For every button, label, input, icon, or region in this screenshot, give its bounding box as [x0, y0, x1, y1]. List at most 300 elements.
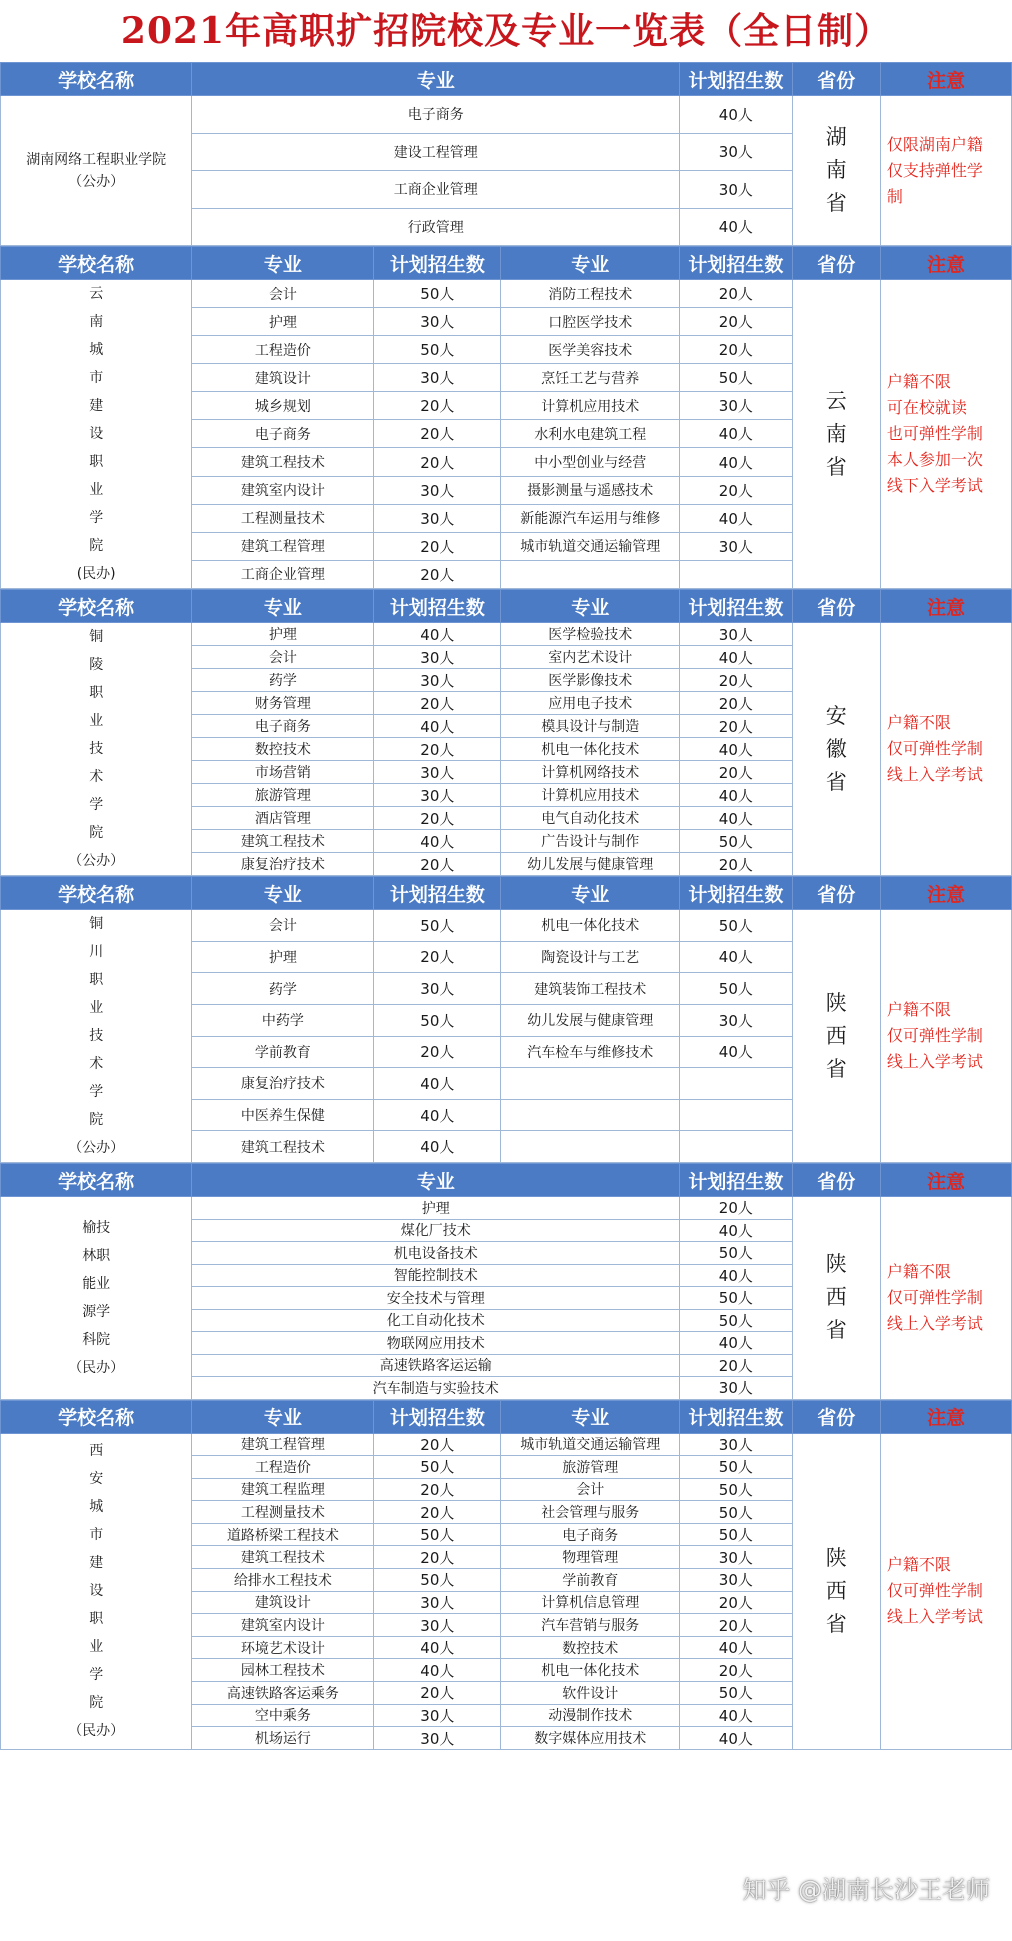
- school-name-line: 业: [89, 482, 104, 498]
- header-major-2: 专业: [501, 1400, 680, 1433]
- plan-count-cell: 20人: [680, 336, 792, 364]
- major-cell: 工程测量技术: [192, 504, 374, 532]
- school-name-line: 学: [89, 1667, 104, 1684]
- plan-count-cell: 30人: [374, 1591, 501, 1614]
- major-cell: 软件设计: [501, 1682, 680, 1705]
- major-cell: 财务管理: [192, 692, 374, 715]
- province-char: 湖: [825, 125, 847, 149]
- note-line: 仅可弹性学制: [886, 1287, 983, 1307]
- school-name-line: 术: [89, 769, 104, 785]
- school-name-line: 职: [89, 1611, 104, 1628]
- plan-count-cell: 40人: [374, 1068, 501, 1100]
- major-cell: 物联网应用技术: [192, 1332, 680, 1355]
- major-cell: 药学: [192, 973, 374, 1005]
- plan-count-cell: 20人: [680, 669, 792, 692]
- header-row: [1, 590, 1012, 623]
- school-name-line: 职: [89, 685, 104, 701]
- major-cell: 旅游管理: [501, 1456, 680, 1479]
- major-cell: 园林工程技术: [192, 1659, 374, 1682]
- major-cell: 数控技术: [192, 738, 374, 761]
- plan-count-cell: 20人: [374, 448, 501, 476]
- plan-count-cell: 40人: [680, 1636, 792, 1659]
- major-cell: 电子商务: [192, 420, 374, 448]
- watermark: 知乎 @湖南长沙王老师: [742, 1876, 990, 1904]
- major-cell: 幼儿发展与健康管理: [501, 1004, 680, 1036]
- note-cell: [880, 1197, 1011, 1400]
- major-cell: 建筑设计: [192, 364, 374, 392]
- school-name-line: 南: [89, 314, 104, 330]
- school-name-line: 设: [89, 1583, 104, 1600]
- table-row: [1, 1433, 1012, 1456]
- school-name-line: （公办）: [68, 173, 125, 190]
- major-cell: 高速铁路客运运输: [192, 1354, 680, 1377]
- note-cell: [880, 910, 1011, 1163]
- major-cell: 建筑装饰工程技术: [501, 973, 680, 1005]
- school-name-line: 技: [89, 741, 104, 757]
- major-cell: 动漫制作技术: [501, 1704, 680, 1727]
- province-char: 省: [825, 1318, 847, 1343]
- major-cell: 建筑设计: [192, 1591, 374, 1614]
- school-name-line: 院: [89, 538, 104, 554]
- table-row: [1, 280, 1012, 308]
- plan-count-cell: 20人: [680, 761, 792, 784]
- school-name-cell: [1, 280, 192, 589]
- school-name-line: 榆技: [82, 1219, 111, 1236]
- header-province: 省份: [792, 63, 880, 96]
- major-cell: 建筑工程管理: [192, 1433, 374, 1456]
- school-name-line: 市: [89, 1527, 104, 1544]
- major-cell: 煤化厂技术: [192, 1219, 680, 1242]
- header-plan: 计划招生数: [680, 63, 792, 96]
- plan-count-cell: 40人: [374, 715, 501, 738]
- plan-count-cell: 30人: [374, 669, 501, 692]
- province-char: 云: [825, 388, 847, 413]
- plan-count-cell: 20人: [374, 692, 501, 715]
- major-cell: 建筑室内设计: [192, 1614, 374, 1637]
- plan-count-cell: 20人: [374, 1682, 501, 1705]
- major-cell: 智能控制技术: [192, 1264, 680, 1287]
- major-cell: 机电一体化技术: [501, 738, 680, 761]
- province-cell: [792, 1197, 880, 1400]
- major-cell: 应用电子技术: [501, 692, 680, 715]
- plan-count-cell: 50人: [680, 1287, 792, 1310]
- school-name-line: 学: [89, 797, 104, 813]
- school-name-line: 城: [89, 342, 104, 358]
- school-name-line: 职: [89, 454, 104, 470]
- province-char: 西: [825, 1023, 847, 1048]
- plan-count-cell: 20人: [680, 1591, 792, 1614]
- major-cell: 护理: [192, 623, 374, 646]
- plan-count-cell: 30人: [374, 784, 501, 807]
- header-note: 注意: [880, 590, 1011, 623]
- province-cell: [792, 1433, 880, 1749]
- header-major-2: 专业: [501, 247, 680, 280]
- header-plan-2: 计划招生数: [680, 590, 792, 623]
- header-major: 专业: [192, 1400, 374, 1433]
- plan-count-cell: 20人: [680, 280, 792, 308]
- plan-count-cell: 20人: [680, 476, 792, 504]
- major-cell: 建筑工程技术: [192, 448, 374, 476]
- note-line: 户籍不限: [886, 372, 951, 391]
- header-plan: 计划招生数: [680, 1164, 792, 1197]
- major-cell: 市场营销: [192, 761, 374, 784]
- table-row: [1, 96, 1012, 134]
- province-char: 西: [825, 1578, 847, 1603]
- school-name-line: 业: [89, 1639, 104, 1656]
- school-name-line: 业: [89, 713, 104, 729]
- school-name-line: 学: [89, 1084, 104, 1100]
- school-name-line: 术: [89, 1056, 104, 1072]
- note-line: 线上入学考试: [886, 1313, 983, 1333]
- major-cell: 康复治疗技术: [192, 1068, 374, 1100]
- plan-count-cell: 20人: [680, 1354, 792, 1377]
- major-cell: 建筑室内设计: [192, 476, 374, 504]
- table-row: [1, 910, 1012, 942]
- plan-count-cell: 40人: [680, 208, 792, 246]
- major-cell: 机电设备技术: [192, 1242, 680, 1265]
- major-cell: 新能源汽车运用与维修: [501, 504, 680, 532]
- plan-count-cell: 50人: [374, 1004, 501, 1036]
- major-cell: 护理: [192, 941, 374, 973]
- header-major: 专业: [192, 247, 374, 280]
- province-char: 南: [825, 421, 847, 446]
- major-cell: 空中乘务: [192, 1704, 374, 1727]
- major-cell: 会计: [192, 910, 374, 942]
- school-name-line: 湖南网络工程职业学院: [26, 151, 167, 168]
- plan-count-cell: 40人: [680, 784, 792, 807]
- school-name-line: 川: [89, 944, 104, 960]
- major-cell: 幼儿发展与健康管理: [501, 853, 680, 876]
- school-name-line: 业: [89, 1000, 104, 1016]
- plan-count-cell: 50人: [680, 910, 792, 942]
- major-cell: 中医养生保健: [192, 1099, 374, 1131]
- plan-count-cell: 20人: [374, 560, 501, 588]
- province-char: 陕: [825, 1252, 847, 1277]
- school-name-cell: [1, 1433, 192, 1749]
- province-char: 徽: [825, 736, 847, 761]
- header-school: 学校名称: [1, 1164, 192, 1197]
- major-cell: 工程测量技术: [192, 1501, 374, 1524]
- province-char: 省: [825, 454, 847, 479]
- plan-count-cell: 20人: [374, 420, 501, 448]
- header-major: 专业: [192, 1164, 680, 1197]
- plan-count-cell: 50人: [680, 1682, 792, 1705]
- major-cell: 旅游管理: [192, 784, 374, 807]
- major-cell: 机场运行: [192, 1727, 374, 1750]
- note-line: 仅支持弹性学: [886, 160, 983, 180]
- page-title: 2021年高职扩招院校及专业一览表（全日制）: [120, 10, 892, 52]
- plan-count-cell: 50人: [680, 1478, 792, 1501]
- header-plan: 计划招生数: [374, 877, 501, 910]
- header-school: 学校名称: [1, 877, 192, 910]
- header-plan-2: 计划招生数: [680, 247, 792, 280]
- major-cell: 医学检验技术: [501, 623, 680, 646]
- school-name-line: 陵: [89, 657, 104, 673]
- plan-count-cell: 50人: [374, 1569, 501, 1592]
- major-cell: 计算机网络技术: [501, 761, 680, 784]
- note-line: 户籍不限: [886, 1000, 951, 1019]
- note-line: 仅可弹性学制: [886, 1581, 983, 1601]
- school-name-line: 西: [89, 1443, 104, 1460]
- school-name-cell: [1, 623, 192, 876]
- header-row: [1, 1164, 1012, 1197]
- plan-count-cell: 50人: [680, 973, 792, 1005]
- note-line: 户籍不限: [886, 1555, 951, 1575]
- plan-count-cell: 30人: [680, 171, 792, 209]
- major-cell: 会计: [501, 1478, 680, 1501]
- major-cell: 医学美容技术: [501, 336, 680, 364]
- plan-count-cell: 30人: [374, 364, 501, 392]
- note-line: 线上入学考试: [886, 765, 983, 784]
- major-cell: 城乡规划: [192, 392, 374, 420]
- major-cell: 护理: [192, 308, 374, 336]
- header-school: 学校名称: [1, 590, 192, 623]
- plan-count-cell: 50人: [680, 1523, 792, 1546]
- major-cell: 计算机应用技术: [501, 392, 680, 420]
- major-cell: 工程造价: [192, 1456, 374, 1479]
- major-cell: 电气自动化技术: [501, 807, 680, 830]
- header-school: 学校名称: [1, 247, 192, 280]
- province-char: 南: [825, 158, 847, 182]
- header-province: 省份: [792, 1400, 880, 1433]
- plan-count-cell: 30人: [680, 1546, 792, 1569]
- plan-count-cell: 20人: [374, 392, 501, 420]
- major-cell: [501, 560, 680, 588]
- province-char: 西: [825, 1285, 847, 1310]
- school-section-table: [0, 589, 1012, 876]
- major-cell: 建筑工程技术: [192, 830, 374, 853]
- major-cell: 中药学: [192, 1004, 374, 1036]
- school-name-cell: [1, 910, 192, 1163]
- plan-count-cell: 30人: [680, 623, 792, 646]
- note-line: 仅可弹性学制: [886, 739, 983, 758]
- school-name-line: 市: [89, 370, 104, 386]
- school-name-line: 建: [89, 398, 104, 414]
- plan-count-cell: 40人: [680, 1704, 792, 1727]
- major-cell: 计算机应用技术: [501, 784, 680, 807]
- school-section-table: [0, 876, 1012, 1163]
- major-cell: 建筑工程监理: [192, 1478, 374, 1501]
- plan-count-cell: [680, 560, 792, 588]
- plan-count-cell: 50人: [374, 1523, 501, 1546]
- header-province: 省份: [792, 877, 880, 910]
- plan-count-cell: 30人: [374, 308, 501, 336]
- major-cell: 物理管理: [501, 1546, 680, 1569]
- province-char: 安: [825, 703, 847, 728]
- plan-count-cell: 20人: [374, 1501, 501, 1524]
- plan-count-cell: 50人: [374, 1456, 501, 1479]
- major-cell: 计算机信息管理: [501, 1591, 680, 1614]
- school-name-line: （公办）: [68, 1140, 125, 1156]
- header-row: [1, 247, 1012, 280]
- header-province: 省份: [792, 1164, 880, 1197]
- plan-count-cell: 50人: [680, 364, 792, 392]
- note-line: 仅限湖南户籍: [886, 134, 983, 154]
- plan-count-cell: 40人: [680, 504, 792, 532]
- major-cell: 摄影测量与遥感技术: [501, 476, 680, 504]
- plan-count-cell: 20人: [680, 1614, 792, 1637]
- school-section-table: [0, 1163, 1012, 1400]
- major-cell: 道路桥梁工程技术: [192, 1523, 374, 1546]
- school-name-line: 设: [89, 426, 104, 442]
- major-cell: 会计: [192, 646, 374, 669]
- major-cell: 高速铁路客运乘务: [192, 1682, 374, 1705]
- major-cell: 建筑工程管理: [192, 532, 374, 560]
- plan-count-cell: 40人: [680, 1727, 792, 1750]
- school-name-line: （公办）: [68, 853, 125, 869]
- major-cell: 汽车制造与实验技术: [192, 1377, 680, 1400]
- school-name-line: 学: [89, 510, 104, 526]
- header-plan: 计划招生数: [374, 1400, 501, 1433]
- plan-count-cell: 40人: [680, 420, 792, 448]
- major-cell: 酒店管理: [192, 807, 374, 830]
- plan-count-cell: 20人: [374, 1546, 501, 1569]
- school-name-line: 院: [89, 1695, 104, 1712]
- plan-count-cell: 40人: [680, 738, 792, 761]
- plan-count-cell: 30人: [680, 1433, 792, 1456]
- plan-count-cell: 20人: [680, 715, 792, 738]
- school-name-line: 铜: [89, 916, 104, 932]
- major-cell: 汽车检车与维修技术: [501, 1036, 680, 1068]
- province-char: 陕: [825, 1545, 847, 1570]
- major-cell: 工程造价: [192, 336, 374, 364]
- plan-count-cell: 50人: [374, 336, 501, 364]
- major-cell: 机电一体化技术: [501, 1659, 680, 1682]
- tables-container: [0, 62, 1012, 1750]
- plan-count-cell: 40人: [680, 941, 792, 973]
- note-line: 本人参加一次: [886, 450, 983, 469]
- major-cell: 数控技术: [501, 1636, 680, 1659]
- school-name-line: （民办）: [68, 1359, 125, 1376]
- header-major: 专业: [192, 877, 374, 910]
- header-row: [1, 1400, 1012, 1433]
- plan-count-cell: 30人: [374, 973, 501, 1005]
- plan-count-cell: 30人: [374, 1727, 501, 1750]
- plan-count-cell: 20人: [374, 941, 501, 973]
- school-name-line: （民办）: [68, 1723, 125, 1740]
- school-name-line: 职: [89, 972, 104, 988]
- plan-count-cell: 50人: [680, 830, 792, 853]
- major-cell: 机电一体化技术: [501, 910, 680, 942]
- major-cell: 社会管理与服务: [501, 1501, 680, 1524]
- note-line: 也可弹性学制: [886, 424, 983, 443]
- plan-count-cell: 40人: [680, 1332, 792, 1355]
- header-row: [1, 877, 1012, 910]
- major-cell: 电子商务: [501, 1523, 680, 1546]
- plan-count-cell: 20人: [374, 807, 501, 830]
- header-major: 专业: [192, 590, 374, 623]
- school-name-line: 城: [89, 1499, 104, 1516]
- major-cell: 康复治疗技术: [192, 853, 374, 876]
- school-name-line: 科院: [82, 1331, 111, 1348]
- header-province: 省份: [792, 590, 880, 623]
- school-name-line: 安: [89, 1471, 104, 1488]
- major-cell: 会计: [192, 280, 374, 308]
- major-cell: 城市轨道交通运输管理: [501, 532, 680, 560]
- header-school: 学校名称: [1, 63, 192, 96]
- header-note: 注意: [880, 1164, 1011, 1197]
- province-char: 省: [825, 769, 847, 794]
- plan-count-cell: [680, 1131, 792, 1163]
- school-name-line: 铜: [89, 629, 104, 645]
- plan-count-cell: 40人: [680, 646, 792, 669]
- major-cell: 城市轨道交通运输管理: [501, 1433, 680, 1456]
- plan-count-cell: 20人: [374, 738, 501, 761]
- plan-count-cell: 40人: [374, 1099, 501, 1131]
- province-char: 省: [825, 1056, 847, 1081]
- school-name-line: 建: [89, 1555, 104, 1572]
- major-cell: 陶瓷设计与工艺: [501, 941, 680, 973]
- header-note: 注意: [880, 247, 1011, 280]
- note-line: 可在校就读: [886, 398, 967, 417]
- major-cell: 口腔医学技术: [501, 308, 680, 336]
- note-cell: [880, 1433, 1011, 1749]
- school-name-line: 院: [89, 1112, 104, 1128]
- major-cell: 室内艺术设计: [501, 646, 680, 669]
- school-section-table: [0, 1400, 1012, 1750]
- plan-count-cell: 20人: [680, 853, 792, 876]
- header-plan-2: 计划招生数: [680, 1400, 792, 1433]
- header-plan: 计划招生数: [374, 247, 501, 280]
- major-cell: 给排水工程技术: [192, 1569, 374, 1592]
- plan-count-cell: 40人: [374, 623, 501, 646]
- major-cell: 广告设计与制作: [501, 830, 680, 853]
- plan-count-cell: 20人: [374, 1478, 501, 1501]
- major-cell: 工商企业管理: [192, 171, 680, 209]
- major-cell: 医学影像技术: [501, 669, 680, 692]
- plan-count-cell: 30人: [680, 133, 792, 171]
- plan-count-cell: 30人: [374, 476, 501, 504]
- school-name-cell: [1, 96, 192, 246]
- major-cell: 水利水电建筑工程: [501, 420, 680, 448]
- plan-count-cell: 50人: [680, 1309, 792, 1332]
- header-row: [1, 63, 1012, 96]
- header-province: 省份: [792, 247, 880, 280]
- plan-count-cell: [680, 1068, 792, 1100]
- plan-count-cell: 40人: [680, 1219, 792, 1242]
- major-cell: 护理: [192, 1197, 680, 1220]
- plan-count-cell: [680, 1099, 792, 1131]
- major-cell: 行政管理: [192, 208, 680, 246]
- plan-count-cell: 30人: [374, 504, 501, 532]
- school-name-line: 林职: [82, 1247, 111, 1264]
- plan-count-cell: 20人: [680, 308, 792, 336]
- plan-count-cell: 30人: [374, 1614, 501, 1637]
- major-cell: 工商企业管理: [192, 560, 374, 588]
- plan-count-cell: 40人: [374, 1636, 501, 1659]
- school-name-line: 院: [89, 825, 104, 841]
- note-line: 线下入学考试: [886, 476, 983, 495]
- table-row: [1, 623, 1012, 646]
- plan-count-cell: 30人: [680, 392, 792, 420]
- header-note: 注意: [880, 63, 1011, 96]
- major-cell: 学前教育: [501, 1569, 680, 1592]
- province-cell: [792, 280, 880, 589]
- major-cell: 建筑工程技术: [192, 1131, 374, 1163]
- major-cell: 模具设计与制造: [501, 715, 680, 738]
- school-name-cell: [1, 1197, 192, 1400]
- note-line: 线上入学考试: [886, 1607, 983, 1627]
- school-name-line: 能业: [82, 1275, 111, 1292]
- note-cell: [880, 96, 1011, 246]
- plan-count-cell: 30人: [680, 1004, 792, 1036]
- major-cell: 环境艺术设计: [192, 1636, 374, 1659]
- plan-count-cell: 50人: [680, 1242, 792, 1265]
- province-char: 陕: [825, 990, 847, 1015]
- province-char: 省: [825, 191, 847, 215]
- header-note: 注意: [880, 1400, 1011, 1433]
- note-cell: [880, 280, 1011, 589]
